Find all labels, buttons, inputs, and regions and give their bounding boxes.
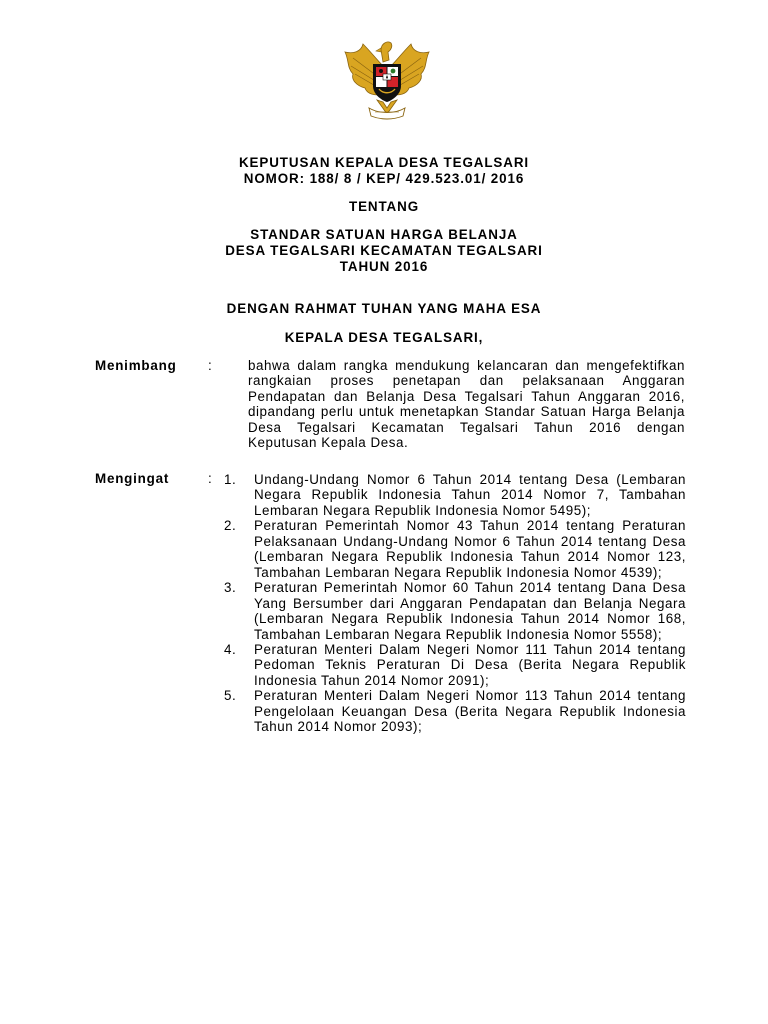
decree-title bbox=[0, 155, 768, 187]
list-item-number: 1. bbox=[224, 472, 237, 487]
mengingat-list bbox=[224, 472, 686, 735]
decree-title-line1: KEPUTUSAN KEPALA DESA TEGALSARI bbox=[238, 155, 530, 170]
decree-number: NOMOR: 188/ 8 / KEP/ 429.523.01/ 2016 bbox=[243, 171, 525, 186]
list-item bbox=[224, 688, 686, 734]
list-item-text: Peraturan Menteri Dalam Negeri Nomor 111 Tahun 2014 tentang Pedoman Teknis Peraturan Di Desa (Berita Negara Republik Indonesia Tahun 2014 Nomor 2091); bbox=[254, 641, 686, 688]
decree-subject-line3: TAHUN 2016 bbox=[339, 259, 429, 274]
list-item bbox=[224, 580, 686, 642]
menimbang-text: bahwa dalam rangka mendukung kelancaran dan mengefektifkan rangkaian proses penetapan dan pelaksanaan Anggaran Pendapatan dan Belanja Desa Tegalsari Tahun Anggaran 2016, dipandang perlu untuk menetapkan Standar Satuan Harga Belanja Desa Tegalsari Kecamatan Tegalsari Tahun 2016 dengan Keputusan Kepala Desa. bbox=[248, 358, 685, 451]
list-item-number: 5. bbox=[224, 688, 237, 704]
list-item bbox=[224, 518, 686, 580]
tentang-heading: TENTANG bbox=[348, 199, 420, 214]
invocation-heading: DENGAN RAHMAT TUHAN YANG MAHA ESA bbox=[226, 301, 542, 316]
list-item-text: Undang-Undang Nomor 6 Tahun 2014 tentang Desa (Lembaran Negara Republik Indonesia Tahun 2014 Nomor 7, Tambahan Lembaran Negara Republik Indonesia Nomor 5495); bbox=[254, 472, 686, 518]
list-item-number: 3. bbox=[224, 580, 237, 596]
decree-subject bbox=[0, 227, 768, 275]
decree-subject-line2: DESA TEGALSARI KECAMATAN TEGALSARI bbox=[225, 243, 543, 258]
mengingat-label: Mengingat bbox=[95, 471, 170, 486]
list-item-text: Peraturan Pemerintah Nomor 43 Tahun 2014 tentang Peraturan Pelaksanaan Undang-Undang Nomor 6 Tahun 2014 tentang Desa (Lembaran Negara Republik Indonesia Tahun 2014 Nomor 123, Tambahan Lembaran Negara Republik Indonesia Nomor 4539); bbox=[254, 518, 686, 580]
mengingat-colon: : bbox=[208, 471, 212, 486]
list-item bbox=[224, 642, 686, 688]
list-item-text: Peraturan Menteri Dalam Negeri Nomor 113 Tahun 2014 tentang Pengelolaan Keuangan Desa (Berita Negara Republik Indonesia Tahun 2014 Nomor 2093); bbox=[254, 688, 686, 735]
authority-heading: KEPALA DESA TEGALSARI, bbox=[284, 330, 484, 345]
list-item-text: Peraturan Pemerintah Nomor 60 Tahun 2014 tentang Dana Desa Yang Bersumber dari Anggaran Pendapatan dan Belanja Negara (Lembaran Negara Republik Indonesia Tahun 2014 Nomor 168, Tambahan Lembaran Negara Republik Indonesia Nomor 5558); bbox=[254, 580, 686, 642]
list-item-number: 4. bbox=[224, 641, 237, 657]
menimbang-label: Menimbang bbox=[95, 358, 177, 373]
decree-subject-line1: STANDAR SATUAN HARGA BELANJA bbox=[250, 227, 518, 242]
list-item bbox=[224, 472, 686, 518]
menimbang-colon: : bbox=[208, 358, 212, 373]
list-item-number: 2. bbox=[224, 518, 237, 534]
garuda-pancasila-emblem-icon bbox=[341, 38, 433, 124]
